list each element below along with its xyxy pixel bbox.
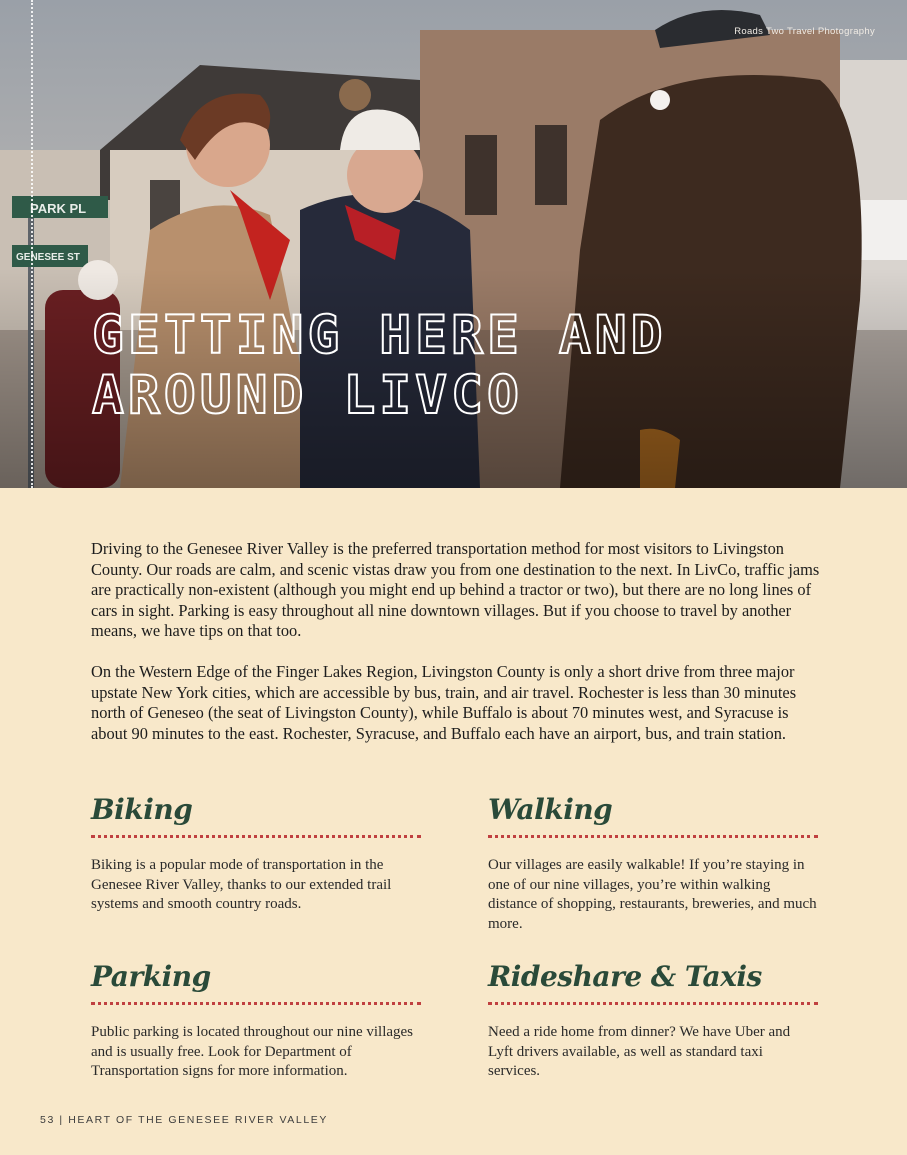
section-body-rideshare: Need a ride home from dinner? We have Uber and Lyft drivers available, as well as standard taxi services. (488, 1024, 791, 1079)
page-footer: 53 | HEART OF THE GENESEE RIVER VALLEY (40, 1114, 328, 1126)
dotted-divider (91, 1002, 421, 1005)
intro-paragraph-2: On the Western Edge of the Finger Lakes Region, Livingston County is only a short drive from three major upstate New York cities, which are accessible by bus, train, and air travel. Rochester is less than 30 minutes north of Geneseo (the seat of Livingston County), while Buffalo is about 70 minutes west, and Syracuse is about 90 minutes to the east. Rochester, Syracuse, and Buffalo each have an airport, bus, and train station. (91, 662, 797, 743)
section-heading-biking: Biking (91, 793, 193, 826)
dotted-divider (488, 1002, 818, 1005)
photo-credit: Roads Two Travel Photography (734, 26, 875, 37)
section-biking (91, 791, 421, 915)
section-parking (91, 958, 421, 1082)
section-heading-walking: Walking (488, 793, 613, 826)
section-walking (488, 791, 818, 934)
intro-paragraph-1: Driving to the Genesee River Valley is the preferred transportation method for most visitors to Livingston County. Our roads are calm, and scenic vistas draw you from one destination to the next. In LivCo, traffic jams are practically non-existent (although you might end up behind a tractor or two), but there are no long lines of cars in sight. Parking is easy throughout all nine downtown villages. But if you choose to travel by another means, we have tips on that too. (91, 539, 820, 640)
dotted-divider (488, 835, 818, 838)
section-rideshare (488, 958, 818, 1082)
hero-photo (0, 0, 907, 488)
section-body-walking: Our villages are easily walkable! If you’re staying in one of our nine villages, you’re within walking distance of shopping, restaurants, breweries, and much more. (488, 857, 817, 932)
decorative-dotted-line (31, 0, 33, 488)
dotted-divider (91, 835, 421, 838)
section-body-parking: Public parking is located throughout our nine villages and is usually free. Look for Department of Transportation signs for more information. (91, 1024, 414, 1079)
section-heading-parking: Parking (91, 960, 211, 993)
section-heading-rideshare: Rideshare & Taxis (488, 960, 762, 993)
section-body-biking: Biking is a popular mode of transportation in the Genesee River Valley, thanks to our extended trail systems and smooth country roads. (91, 857, 392, 912)
page-title: GETTING HERE AND AROUND LIVCO (92, 305, 667, 426)
